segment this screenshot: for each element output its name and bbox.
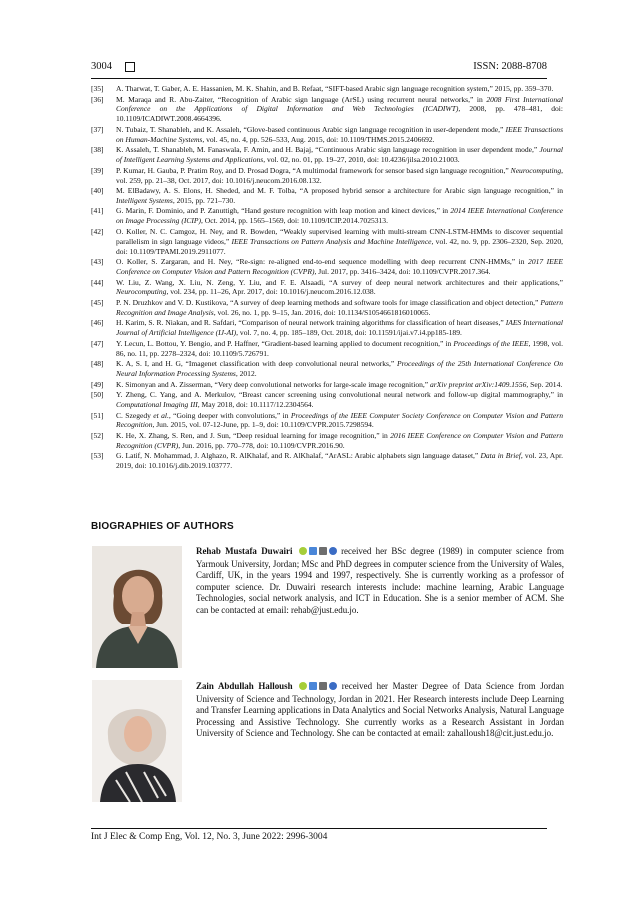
- reference-number: [43]: [91, 257, 104, 267]
- scopus-icon[interactable]: [319, 682, 327, 690]
- reference-item: [91, 431, 563, 451]
- reference-segment: N. Tubaiz, T. Shanableh, and K. Assaleh, “Glove-based continuous Arabic sign language recognition in user-dependent mode,”: [116, 124, 506, 134]
- reference-text: [116, 318, 563, 338]
- reference-text: [116, 186, 563, 206]
- reference-segment: , vol. 7, no. 4, pp. 185–189, Oct. 2018, doi: 10.11591/ijai.v7.i4.pp185-189.: [236, 328, 462, 338]
- reference-venue: 2016 IEEE Conference on Computer Vision and Pattern Recognition (CVPR): [116, 430, 563, 450]
- reference-text: [116, 278, 563, 298]
- reference-venue: Proceedings of the 25th International Conference On Neural Information Processing Systems: [116, 359, 563, 379]
- author-bio-duwairi: [196, 546, 564, 617]
- reference-text: [116, 298, 563, 318]
- reference-venue: et al.: [153, 410, 169, 420]
- reference-number: [37]: [91, 124, 104, 134]
- reference-segment: , “Going deeper with convolutions,” in: [168, 410, 291, 420]
- reference-number: [35]: [91, 84, 104, 93]
- reference-item: [91, 257, 563, 277]
- publons-icon[interactable]: [329, 547, 337, 555]
- reference-segment: P. Kumar, H. Gauba, P. Pratim Roy, and D. Prosad Dogra, “A multimodal framework for sensor based sign language recognition,”: [116, 165, 511, 175]
- reference-segment: , May 2018, doi: 10.1117/12.2304564.: [197, 400, 314, 409]
- author-bio-halloush: [196, 681, 564, 740]
- reference-number: [39]: [91, 165, 104, 175]
- reference-venue: IEEE Transactions on Pattern Analysis and Machine Intelligence: [231, 236, 432, 246]
- google-scholar-icon[interactable]: [309, 682, 317, 690]
- profile-icons: [297, 682, 337, 694]
- reference-item: [91, 206, 563, 226]
- reference-item: [91, 95, 563, 125]
- reference-segment: H. Karim, S. R. Niakan, and R. Safdari, “Comparison of neural network training algorithms for classification of heart diseases,”: [116, 318, 506, 328]
- reference-segment: A. Tharwat, T. Gaber, A. E. Hassanien, M. K. Shahin, and B. Refaat, “SIFT-based Arabic sign language recognition system,” 2015, pp. 359–370.: [116, 84, 554, 93]
- reference-segment: Y. Zheng, C. Yang, and A. Merkulov, “Breast cancer screening using convolutional neural network and follow-up digital mammography,” in: [116, 390, 563, 400]
- reference-segment: , vol. 234, pp. 11–26, Apr. 2017, doi: 10.1016/j.neucom.2016.12.038.: [166, 287, 376, 297]
- reference-text: [116, 390, 563, 410]
- reference-text: [116, 339, 563, 359]
- reference-text: [116, 145, 563, 165]
- reference-segment: , Sep. 2014.: [526, 379, 563, 389]
- reference-segment: , 2015, pp. 721–730.: [172, 195, 236, 205]
- reference-item: [91, 125, 563, 145]
- reference-segment: O. Koller, S. Zargaran, and H. Ney, “Re-sign: re-aligned end-to-end sequence modelling with deep recurrent CNN-HMMs,” in: [116, 257, 529, 267]
- reference-number: [50]: [91, 390, 104, 400]
- reference-text: [116, 206, 563, 226]
- reference-text: [116, 380, 563, 390]
- reference-number: [48]: [91, 359, 104, 369]
- reference-segment: , vol. 45, no. 4, pp. 526–533, Aug. 2015, doi: 10.1109/THMS.2015.2406692.: [202, 134, 435, 144]
- section-title: BIOGRAPHIES OF AUTHORS: [91, 521, 234, 532]
- reference-text: [116, 227, 563, 257]
- reference-number: [47]: [91, 338, 104, 348]
- reference-segment: , Jun. 2016, pp. 770–778, doi: 10.1109/CVPR.2016.90.: [178, 440, 345, 450]
- reference-item: [91, 451, 563, 471]
- issn: ISSN: 2088-8708: [473, 61, 547, 72]
- reference-segment: K. Simonyan and A. Zisserman, “Very deep convolutional networks for large-scale image recognition,”: [116, 379, 431, 389]
- reference-segment: , 2008, pp. 478–481, doi: 10.1109/ICADIWT.2008.4664396.: [116, 104, 564, 124]
- reference-number: [46]: [91, 318, 104, 328]
- reference-number: [51]: [91, 410, 104, 420]
- reference-venue: Neurocomputing: [116, 287, 167, 297]
- square-icon: [125, 62, 135, 72]
- reference-list: [91, 84, 563, 472]
- author-bio-text: received her BSc degree (1989) in computer science from Yarmouk University, Jordan; MSc and PhD degrees in computer science from the University of Wales, Cardiff, UK, in the years 1994 and 1997, respectively. She is currently working as a professor of computer science. Dr. Duwairi research interests include: machine learning, Arabic Language Technologies, social network analysis, and ICT in Education. She is a senior member of ACM. She can be contacted at email: rehab@just.edu.jo.: [196, 546, 565, 615]
- reference-segment: K. A, S. I, and H. G, “Imagenet classification with deep convolutional neural networks,”: [116, 359, 397, 369]
- reference-venue: Journal of Intelligent Learning Systems and Applications: [116, 145, 563, 165]
- reference-venue: IAES International Journal of Artificial Intelligence (IJ-AI): [116, 318, 563, 338]
- reference-text: [116, 431, 563, 451]
- author-name: Rehab Mustafa Duwairi: [196, 546, 293, 556]
- reference-segment: Y. Lecun, L. Bottou, Y. Bengio, and P. Haffner, “Gradient-based learning applied to document recognition,” in: [116, 338, 454, 348]
- reference-item: [91, 298, 563, 318]
- reference-item: [91, 278, 563, 298]
- reference-item: [91, 145, 563, 165]
- reference-segment: K. He, X. Zhang, S. Ren, and J. Sun, “Deep residual learning for image recognition,” in: [116, 430, 391, 440]
- reference-number: [49]: [91, 379, 104, 389]
- reference-segment: G. Marin, F. Dominio, and P. Zanuttigh, “Hand gesture recognition with leap motion and kinect devices,” in: [116, 206, 451, 216]
- reference-text: [116, 359, 563, 379]
- reference-venue: 2014 IEEE International Conference on Image Processing (ICIP): [116, 206, 563, 226]
- reference-venue: 2008 First International Conference on the Applications of Digital Information and Web Technologies (ICADIWT): [116, 94, 563, 114]
- google-scholar-icon[interactable]: [309, 547, 317, 555]
- reference-number: [44]: [91, 277, 104, 287]
- reference-venue: Proceedings of the IEEE Computer Society Conference on Computer Vision and Pattern Recognition: [116, 410, 563, 430]
- reference-segment: , Oct. 2014, pp. 1565–1569, doi: 10.1109/ICIP.2014.7025313.: [201, 216, 388, 226]
- reference-text: [116, 84, 563, 94]
- reference-segment: , vol. 23, Apr. 2019, doi: 10.1016/j.dib.2019.103777.: [116, 451, 564, 471]
- reference-text: [116, 451, 563, 471]
- reference-number: [52]: [91, 430, 104, 440]
- reference-venue: Intelligent Systems: [116, 195, 173, 205]
- reference-venue: Proceedings of the IEEE: [453, 338, 529, 348]
- reference-segment: , 1998, vol. 86, no. 11, pp. 2278–2324, doi: 10.1109/5.726791.: [116, 338, 563, 358]
- reference-segment: C. Szegedy: [116, 410, 154, 420]
- reference-segment: , vol. 42, no. 9, pp. 2306–2320, Sep. 2020, doi: 10.1109/TPAMI.2019.2911077.: [116, 236, 563, 256]
- author-photo-halloush: [92, 680, 182, 802]
- reference-venue: arXiv preprint arXiv:1409.1556: [430, 379, 527, 389]
- reference-item: [91, 411, 563, 431]
- reference-segment: P. N. Druzhkov and V. D. Kustikova, “A survey of deep learning methods and software tools for image classification and object detection,”: [116, 297, 541, 307]
- reference-venue: 2017 IEEE Conference on Computer Vision and Pattern Recognition (CVPR): [116, 257, 564, 277]
- reference-text: [116, 166, 563, 186]
- reference-segment: G. Latif, N. Mohammad, J. Alghazo, R. AlKhalaf, and R. AlKhalaf, “ArASL: Arabic alphabets sign language dataset,”: [116, 451, 481, 461]
- reference-venue: Pattern Recognition and Image Analysis: [116, 297, 563, 317]
- reference-segment: , vol. 02, no. 01, pp. 19–27, 2010, doi: 10.4236/jilsa.2010.21003.: [263, 155, 460, 165]
- reference-segment: W. Liu, Z. Wang, X. Liu, N. Zeng, Y. Liu, and F. E. Alsaadi, “A survey of deep neural network architectures and their applications,”: [116, 277, 563, 287]
- orcid-icon[interactable]: [299, 682, 307, 690]
- reference-segment: O. Koller, N. C. Camgoz, H. Ney, and R. Bowden, “Weakly supervised learning with multi-stream CNN-LSTM-HMMs to discover sequential parallelism in sign language videos,”: [116, 226, 563, 246]
- author-name: Zain Abdullah Halloush: [196, 681, 293, 691]
- reference-item: [91, 359, 563, 379]
- reference-segment: , vol. 259, pp. 21–38, Oct. 2017, doi: 10.1016/j.neucom.2016.08.132.: [116, 165, 563, 185]
- reference-item: [91, 318, 563, 338]
- reference-text: [116, 411, 563, 431]
- reference-text: [116, 95, 563, 125]
- reference-text: [116, 125, 563, 145]
- reference-item: [91, 227, 563, 257]
- reference-segment: , Jul. 2017, pp. 3416–3424, doi: 10.1109/CVPR.2017.364.: [314, 267, 491, 277]
- header-rule: [91, 78, 547, 79]
- reference-segment: K. Assaleh, T. Shanableh, M. Fanaswala, F. Amin, and H. Bajaj, “Continuous Arabic sign language recognition in user dependent mode,”: [116, 145, 540, 155]
- reference-number: [42]: [91, 226, 104, 236]
- reference-item: [91, 84, 563, 94]
- reference-venue: Neurocomputing: [510, 165, 562, 175]
- reference-number: [45]: [91, 297, 104, 307]
- reference-number: [38]: [91, 145, 104, 155]
- reference-segment: , Jun. 2015, vol. 07-12-June, pp. 1–9, doi: 10.1109/CVPR.2015.7298594.: [152, 420, 374, 430]
- scopus-icon[interactable]: [319, 547, 327, 555]
- reference-venue: Computational Imaging III: [116, 400, 198, 409]
- author-photo-duwairi: [92, 546, 182, 668]
- reference-number: [53]: [91, 451, 104, 461]
- page-header: [91, 61, 547, 77]
- reference-text: [116, 257, 563, 277]
- reference-number: [40]: [91, 186, 104, 196]
- reference-item: [91, 339, 563, 359]
- reference-item: [91, 390, 563, 410]
- reference-item: [91, 166, 563, 186]
- page-footer: Int J Elec & Comp Eng, Vol. 12, No. 3, June 2022: 2996-3004: [91, 832, 328, 842]
- reference-segment: , vol. 26, no. 1, pp. 9–15, Jan. 2016, doi: 10.1134/S1054661816010065.: [213, 307, 431, 317]
- profile-icons: [297, 547, 337, 559]
- footer-rule: [91, 828, 547, 829]
- reference-item: [91, 380, 563, 390]
- reference-venue: IEEE Transactions on Human-Machine Systems: [116, 124, 564, 144]
- author-bio-text: received her Master Degree of Data Science from Jordan University of Science and Technology, Jordan in 2021. Her Research interests include Deep Learning and Transfer Learning applications in Data Analytics and Social Networks Analysis, Natural Language Processing and Assistive Technology. She currently works as a Research Assistant in Jordan University of Science and Technology. She can be contacted at email: zahalloush18@cit.just.edu.jo.: [196, 681, 565, 739]
- reference-item: [91, 186, 563, 206]
- publons-icon[interactable]: [329, 682, 337, 690]
- orcid-icon[interactable]: [299, 547, 307, 555]
- page-number: 3004: [91, 61, 112, 72]
- reference-segment: M. Maraqa and R. Abu-Zaiter, “Recognition of Arabic sign language (ArSL) using recurrent neural networks,” in: [116, 94, 487, 104]
- reference-number: [36]: [91, 94, 104, 104]
- reference-segment: , 2012.: [235, 369, 257, 379]
- reference-number: [41]: [91, 206, 104, 216]
- reference-segment: M. ElBadawy, A. S. Elons, H. Sheded, and M. F. Tolba, “A proposed hybrid sensor a architecture for Arabic sign language recognition,” in: [116, 186, 563, 196]
- reference-venue: Data in Brief: [480, 451, 521, 461]
